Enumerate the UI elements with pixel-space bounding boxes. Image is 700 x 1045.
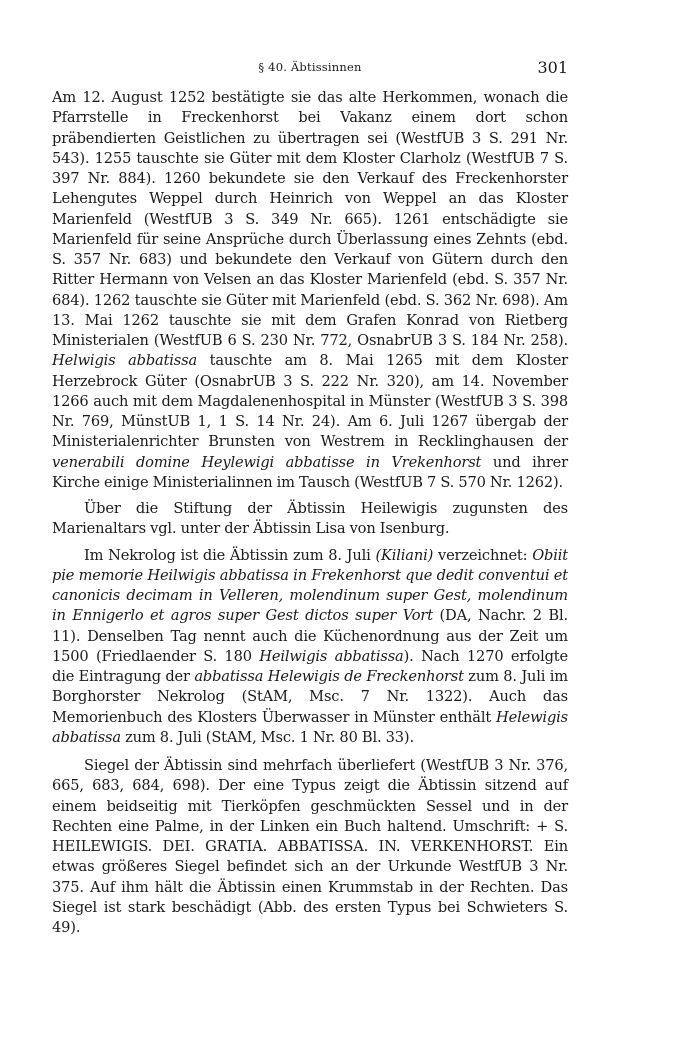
italic-text-run: venerabili domine Heylewigi abbatisse in Vrekenhorst [52,453,482,471]
text-run: Siegel der Äbtissin sind mehrfach überliefert (WestfUB 3 Nr. 376, 665, 683, 684, 698). Der eine Typus zeigt die Äbtissin sitzend auf einem beidseitig mit Tierköpfen geschmückten Sessel und in der Rechten eine Palme, in der Linken ein Buch haltend. Umschrift: + S. HEILEWIGIS. DEI. GRATIA. ABBATISSA. IN. VERKENHORST. Ein etwas größeres Siegel befindet sich an der Urkunde WestfUB 3 Nr. 375. Auf ihm hält die Äbtissin einen Krummstab in der Rechten. Das Siegel ist stark beschädigt (Abb. des ersten Typus bei Schwieters S. 49). [52,757,568,936]
book-page [52,58,568,938]
paragraph [52,756,568,938]
paragraph [52,88,568,493]
body-text [52,88,568,938]
text-run: Am 12. August 1252 bestätigte sie das alte Herkommen, wonach die Pfarrstelle in Freckenhorst bei Vakanz einem dort schon präbendierten Geistlichen zu übertragen sei (WestfUB 3 S. 291 Nr. 543). 1255 tauschte sie Güter mit dem Kloster Clarholz (WestfUB 7 S. 397 Nr. 884). 1260 bekundete sie den Verkauf des Freckenhorster Lehengutes Weppel durch Heinrich von Weppel an das Kloster Marienfeld (WestfUB 3 S. 349 Nr. 665). 1261 entschädigte sie Marienfeld für seine Ansprüche durch Überlassung eines Zehnts (ebd. S. 357 Nr. 683) und bekundete den Verkauf von Gütern durch den Ritter Hermann von Velsen an das Kloster Marienfeld (ebd. S. 357 Nr. 684). 1262 tauschte sie Güter mit Marienfeld (ebd. S. 362 Nr. 698). Am 13. Mai 1262 tauschte sie mit dem Grafen Konrad von Rietberg Ministerialen (WestfUB 6 S. 230 Nr. 772, OsnabrUB 3 S. 184 Nr. 258). [52,89,568,349]
running-head [52,58,568,80]
italic-text-run: (Kiliani) [375,546,434,564]
text-run: ). Nach 1270 erfolgte die Eintragung der [52,647,568,685]
text-run: zum 8. Juli (StAM, Msc. 1 Nr. 80 Bl. 33). [120,728,414,746]
italic-text-run: Obiit pie memorie Heilwigis abbatissa in Frekenhorst que dedit conventui et canonicis decimam in Velleren, molendinum super Gest, molendinum in Ennigerlo et agros super Gest dictos super Vort [52,546,568,625]
italic-text-run: Helwigis abbatissa [52,352,198,370]
text-run: Im Nekrolog ist die Äbtissin zum 8. Juli [84,546,376,564]
text-run: zum 8. Juli im Borghorster Nekrolog (StAM, Msc. 7 Nr. 1322). Auch das Memorienbuch des Klosters Überwasser in Münster enthält [52,668,568,726]
text-run: Über die Stiftung der Äbtissin Heilewigis zugunsten des Marienaltars vgl. unter der Äbtissin Lisa von Isenburg. [52,500,568,538]
text-run: verzeichnet: [433,546,533,564]
paragraph [52,546,568,749]
text-run: tauschte am 8. Mai 1265 mit dem Kloster Herzebrock Güter (OsnabrUB 3 S. 222 Nr. 320), am 14. November 1266 auch mit dem Magdalenenhospital in Münster (WestfUB 3 S. 398 Nr. 769, MünstUB 1, 1 S. 14 Nr. 24). Am 6. Juli 1267 übergab der Ministerialenrichter Brunsten von Westrem in Recklinghausen der [52,352,569,451]
paragraph [52,499,568,540]
italic-text-run: abbatissa Helewigis de Freckenhorst [194,668,464,685]
italic-text-run: Helewigis abbatissa [52,708,568,746]
text-run: und ihrer Kirche einige Ministerialinnen im Tausch (WestfUB 7 S. 570 Nr. 1262). [52,453,568,491]
page-number: 301 [537,58,568,77]
italic-text-run: Heilwigis abbatissa [259,647,404,665]
text-run: (DA, Nachr. 2 Bl. 11). Denselben Tag nennt auch die Küchenordnung aus der Zeit um 1500 (Friedlaender S. 180 [52,607,568,665]
section-title: § 40. Äbtissinnen [258,60,362,74]
